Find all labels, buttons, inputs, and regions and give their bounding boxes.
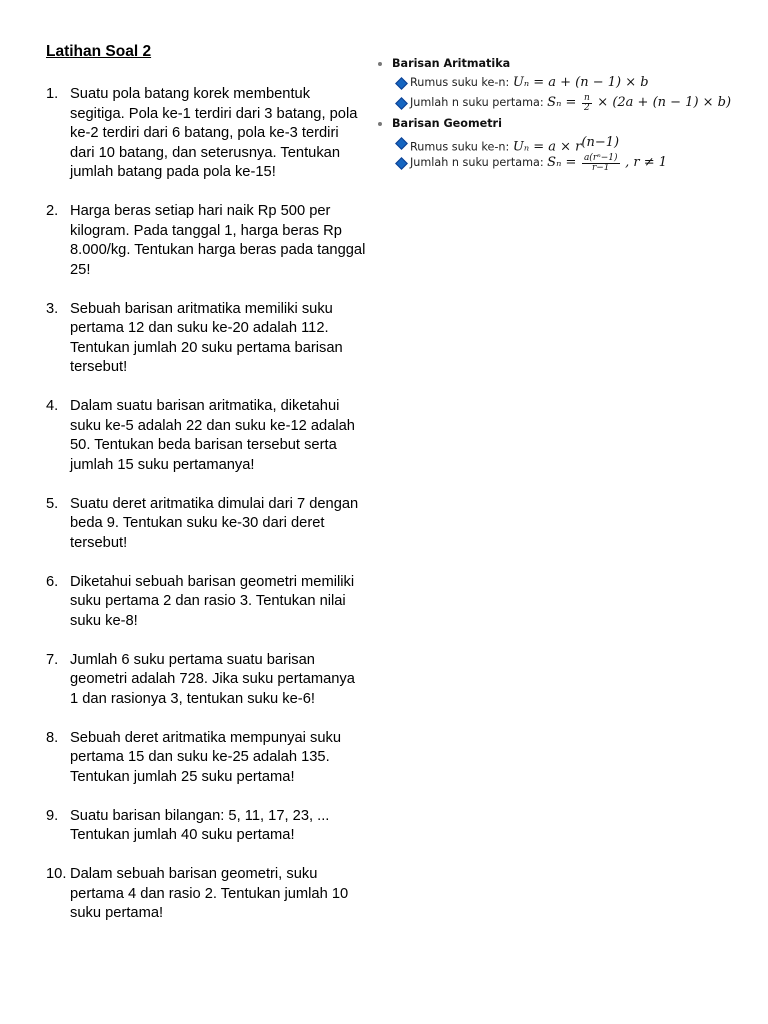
diamond-icon <box>395 77 408 90</box>
question-number: 4. <box>46 398 59 414</box>
fraction-denominator: r−1 <box>591 162 610 173</box>
question-text: Suatu barisan bilangan: 5, 11, 17, 23, ... Tentukan jumlah 40 suku pertama! <box>70 807 330 843</box>
list-item <box>46 495 366 554</box>
list-item <box>46 865 366 924</box>
fraction <box>582 94 592 113</box>
bullet-icon <box>378 122 382 126</box>
fraction <box>582 154 620 173</box>
question-text: Harga beras setiap hari naik Rp 500 per kilogram. Pada tanggal 1, harga beras Rp 8.000/kg. Tentukan harga beras pada tanggal 25! <box>70 203 366 278</box>
diamond-icon <box>395 157 408 170</box>
question-list <box>46 85 366 943</box>
formula-prefix: Sₙ = <box>547 95 577 110</box>
fraction-denominator: 2 <box>583 102 590 113</box>
list-item <box>46 729 366 788</box>
arithmetic-sum <box>376 93 756 113</box>
question-text: Suatu deret aritmatika dimulai dari 7 dengan beda 9. Tentukan suku ke-30 dari deret tersebut! <box>70 495 359 551</box>
list-item <box>46 807 366 846</box>
question-number: 9. <box>46 807 59 824</box>
formula-expression: Uₙ = a × r <box>512 139 582 155</box>
question-number: 1. <box>46 86 59 102</box>
formula-expression: Uₙ = a + (n − 1) × b <box>512 75 649 90</box>
question-number: 6. <box>46 573 59 590</box>
list-item <box>46 573 366 632</box>
list-item <box>46 202 366 280</box>
list-item <box>46 85 366 183</box>
diamond-icon <box>395 97 408 110</box>
formula-panel <box>376 55 756 173</box>
question-text: Dalam sebuah barisan geometri, suku pertama 4 dan rasio 2. Tentukan jumlah 10 suku pertama! <box>70 866 349 921</box>
formula-label: Jumlah n suku pertama: <box>410 96 544 109</box>
page-title: Latihan Soal 2 <box>46 43 152 60</box>
question-text: Sebuah deret aritmatika mempunyai suku pertama 15 dan suku ke-25 adalah 135. Tentukan jumlah 25 suku pertama! <box>70 729 342 785</box>
question-number: 5. <box>46 495 59 512</box>
list-item <box>46 397 366 475</box>
question-text: Diketahui sebuah barisan geometri memiliki suku pertama 2 dan rasio 3. Tentukan nilai suku ke-8! <box>70 573 355 629</box>
question-text: Jumlah 6 suku pertama suatu barisan geometri adalah 728. Jika suku pertamanya 1 dan rasionya 3, tentukan suku ke-6! <box>70 651 355 707</box>
question-number: 3. <box>46 300 59 317</box>
formula-label: Rumus suku ke-n: <box>410 140 510 154</box>
diamond-icon <box>395 137 408 150</box>
formula-exponent: (n−1) <box>581 135 620 150</box>
list-item <box>46 651 366 710</box>
question-text: Sebuah barisan aritmatika memiliki suku pertama 12 dan suku ke-20 adalah 112. Tentukan jumlah 20 suku pertama barisan tersebut! <box>70 300 343 375</box>
question-number: 10. <box>46 866 67 882</box>
question-text: Dalam suatu barisan aritmatika, diketahui suku ke-5 adalah 22 dan suku ke-12 adalah 50. Tentukan beda barisan tersebut serta jumlah 15 suku pertamanya! <box>70 398 355 473</box>
formula-label: Jumlah n suku pertama: <box>410 156 544 169</box>
bullet-icon <box>378 62 382 66</box>
question-number: 2. <box>46 203 59 219</box>
formula-label: Rumus suku ke-n: <box>410 76 510 89</box>
geometric-sum <box>376 153 756 173</box>
question-number: 7. <box>46 651 59 668</box>
fraction-numerator: a(rⁿ−1) <box>583 152 618 163</box>
formula-prefix: Sₙ = <box>547 155 577 170</box>
geometric-heading <box>376 115 756 133</box>
fraction-numerator: n <box>583 92 590 103</box>
question-text: Suatu pola batang korek membentuk segitiga. Pola ke-1 terdiri dari 3 batang, pola ke-2 terdiri dari 6 batang, pola ke-3 terdiri dari 10 batang, dan seterusnya. Tentukan jumlah batang pada pola ke-15! <box>70 86 358 180</box>
formula-suffix: × (2a + (n − 1) × b) <box>597 95 732 110</box>
question-number: 8. <box>46 729 59 746</box>
arithmetic-heading <box>376 55 756 73</box>
geometric-nth-term <box>376 133 756 153</box>
arithmetic-heading-text: Barisan Aritmatika <box>392 57 511 70</box>
geometric-heading-text: Barisan Geometri <box>392 117 502 130</box>
list-item <box>46 300 366 378</box>
arithmetic-nth-term <box>376 73 756 93</box>
formula-suffix: , r ≠ 1 <box>625 155 668 170</box>
